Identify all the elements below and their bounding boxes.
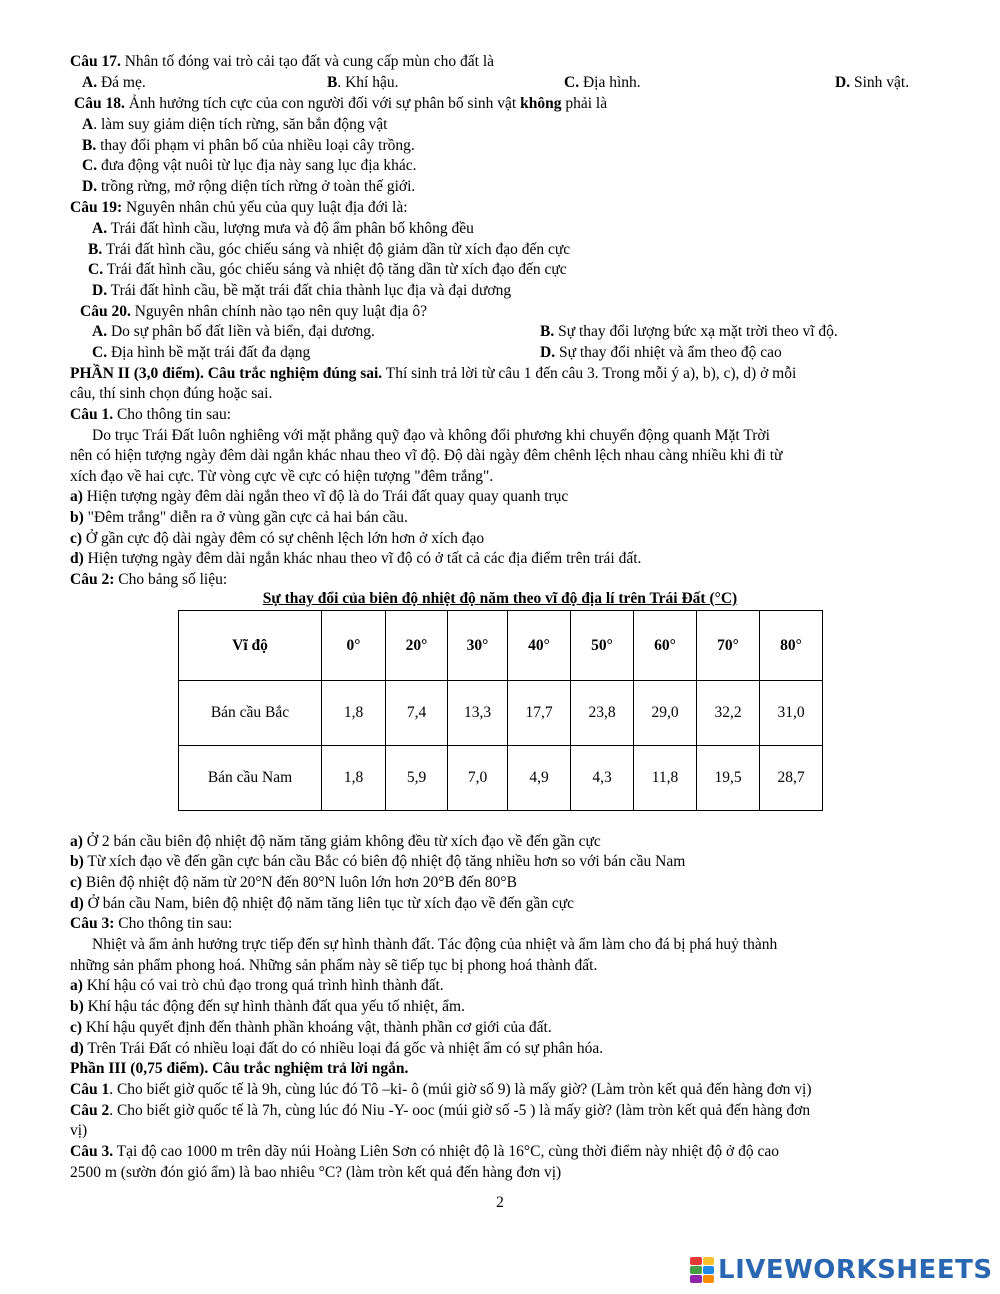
table-cell: 1,8: [322, 746, 386, 811]
table-header-cell: 30°: [448, 611, 508, 681]
part3-heading: Phần III (0,75 điểm). Câu trắc nghiệm trả lời ngắn.: [70, 1060, 409, 1077]
table-header-cell: 20°: [386, 611, 448, 681]
q18-option-b[interactable]: B. thay đổi phạm vi phân bố của nhiều loại cây trồng.: [82, 137, 415, 154]
table-header-cell: 80°: [760, 611, 823, 681]
liveworksheets-logo-icon: [690, 1257, 714, 1283]
q19-option-a[interactable]: A. Trái đất hình cầu, lượng mưa và độ ẩm phân bố không đều: [92, 220, 474, 237]
q20-option-b[interactable]: B. Sự thay đổi lượng bức xạ mặt trời theo vĩ độ.: [540, 323, 838, 340]
q20-option-c[interactable]: C. Địa hình bề mặt trái đất đa dạng: [92, 344, 311, 361]
q17-option-a[interactable]: A. Đá mẹ.: [82, 74, 146, 91]
p3q3-cont: 2500 m (sườn đón gió ẩm) là bao nhiêu °C? (làm tròn kết quả đến hàng đơn vị): [70, 1164, 562, 1181]
q19-stem: Câu 19: Nguyên nhân chủ yếu của quy luật địa đới là:: [70, 199, 408, 216]
liveworksheets-logo[interactable]: [690, 1255, 993, 1285]
p2q1-statement-d[interactable]: d) Hiện tượng ngày đêm dài ngắn khác nhau theo vĩ độ có ở tất cả các địa điểm trên trái đất.: [70, 550, 642, 567]
table-cell: 13,3: [448, 681, 508, 746]
table-header-row: [179, 611, 823, 681]
table-cell: 17,7: [508, 681, 571, 746]
p2q1-para-1: Do trục Trái Đất luôn nghiêng với mặt phẳng quỹ đạo và không đổi phương khi chuyển động quanh Mặt Trời: [92, 427, 770, 444]
table-cell: 29,0: [634, 681, 697, 746]
p2q3-statement-c[interactable]: c) Khí hậu quyết định đến thành phần khoáng vật, thành phần cơ giới của đất.: [70, 1019, 552, 1036]
table-cell: 5,9: [386, 746, 448, 811]
p2q3-statement-a[interactable]: a) Khí hậu có vai trò chủ đạo trong quá trình hình thành đất.: [70, 977, 444, 994]
table-cell: 4,3: [571, 746, 634, 811]
p2q3-stem: Câu 3: Cho thông tin sau:: [70, 915, 233, 932]
p3q1[interactable]: Câu 1. Cho biết giờ quốc tế là 9h, cùng lúc đó Tô –ki- ô (múi giờ số 9) là mấy giờ? (Làm tròn kết quả đến hàng đơn vị): [70, 1081, 812, 1098]
q17-option-b[interactable]: B. Khí hậu.: [327, 74, 399, 91]
part2-heading: PHẦN II (3,0 điểm). Câu trắc nghiệm đúng sai. Thí sinh trả lời từ câu 1 đến câu 3. Trong mỗi ý a), b), c), d) ở mỗi: [70, 365, 797, 382]
table-header-cell: 50°: [571, 611, 634, 681]
p2q1-statement-c[interactable]: c) Ở gần cực độ dài ngày đêm có sự chênh lệch lớn hơn ở xích đạo: [70, 530, 485, 547]
table-header-cell: 0°: [322, 611, 386, 681]
table-cell: 4,9: [508, 746, 571, 811]
table-cell: 11,8: [634, 746, 697, 811]
p2q2-stem: Câu 2: Cho bảng số liệu:: [70, 571, 228, 588]
table-cell: 32,2: [697, 681, 760, 746]
table-header-cell: 60°: [634, 611, 697, 681]
table-cell: Bán cầu Bắc: [179, 681, 322, 746]
p2q3-statement-b[interactable]: b) Khí hậu tác động đến sự hình thành đất qua yếu tố nhiệt, ẩm.: [70, 998, 465, 1015]
temperature-amplitude-table: [178, 610, 823, 811]
table-cell: 7,4: [386, 681, 448, 746]
q20-option-d[interactable]: D. Sự thay đổi nhiệt và ẩm theo độ cao: [540, 344, 782, 361]
q19-option-b[interactable]: B. Trái đất hình cầu, góc chiếu sáng và nhiệt độ giảm dần từ xích đạo đến cực: [88, 241, 571, 258]
table-cell: 7,0: [448, 746, 508, 811]
p2q2-statement-a[interactable]: a) Ở 2 bán cầu biên độ nhiệt độ năm tăng giảm không đều từ xích đạo về đến gần cực: [70, 833, 601, 850]
q17-stem: Câu 17. Nhân tố đóng vai trò cải tạo đất và cung cấp mùn cho đất là: [70, 53, 495, 70]
p2q3-statement-d[interactable]: d) Trên Trái Đất có nhiều loại đất do có nhiều loại đá gốc và nhiệt ẩm có sự phân hóa.: [70, 1040, 604, 1057]
q19-option-c[interactable]: C. Trái đất hình cầu, góc chiếu sáng và nhiệt độ tăng dần từ xích đạo đến cực: [88, 261, 567, 278]
q20-stem: Câu 20. Nguyên nhân chính nào tạo nên quy luật địa ô?: [80, 303, 427, 320]
table-header-cell: 70°: [697, 611, 760, 681]
table-row: [179, 746, 823, 811]
table-cell: 1,8: [322, 681, 386, 746]
q20-option-a[interactable]: A. Do sự phân bố đất liền và biển, đại dương.: [92, 323, 375, 340]
p2q2-statement-c[interactable]: c) Biên độ nhiệt độ năm từ 20°N đến 80°N luôn lớn hơn 20°B đến 80°B: [70, 874, 517, 891]
q17-option-c[interactable]: C. Địa hình.: [564, 74, 641, 91]
q18-stem: Câu 18. Ảnh hưởng tích cực của con người đối với sự phân bố sinh vật không phải là: [74, 95, 608, 112]
table-cell: 23,8: [571, 681, 634, 746]
q19-option-d[interactable]: D. Trái đất hình cầu, bề mặt trái đất chia thành lục địa và đại dương: [92, 282, 512, 299]
part2-heading-cont: câu, thí sinh chọn đúng hoặc sai.: [70, 385, 273, 402]
p2q3-para-2: những sản phẩm phong hoá. Những sản phẩm này sẽ tiếp tục bị phong hoá thành đất.: [70, 957, 598, 974]
p2q2-statement-d[interactable]: d) Ở bán cầu Nam, biên độ nhiệt độ năm tăng liên tục từ xích đạo về đến gần cực: [70, 895, 575, 912]
p3q2[interactable]: Câu 2. Cho biết giờ quốc tế là 7h, cùng lúc đó Niu -Y- ooc (múi giờ số -5 ) là mấy giờ? (làm tròn kết quả đến hàng đơn: [70, 1102, 811, 1119]
p2q3-para-1: Nhiệt và ẩm ảnh hưởng trực tiếp đến sự hình thành đất. Tác động của nhiệt và ẩm làm cho đá bị phá huỷ thành: [92, 936, 778, 953]
table-cell: 28,7: [760, 746, 823, 811]
p2q1-statement-a[interactable]: a) Hiện tượng ngày đêm dài ngắn theo vĩ độ là do Trái đất quay quay quanh trục: [70, 488, 569, 505]
table-cell: Bán cầu Nam: [179, 746, 322, 811]
q17-option-d[interactable]: D. Sinh vật.: [835, 74, 910, 91]
p2q1-stem: Câu 1. Cho thông tin sau:: [70, 406, 232, 423]
table-row: [179, 681, 823, 746]
p2q1-para-2: nên có hiện tượng ngày đêm dài ngắn khác nhau theo vĩ độ. Độ dài ngày đêm chênh lệch nhau càng nhiều khi đi từ: [70, 447, 783, 464]
liveworksheets-logo-text: LIVEWORKSHEETS: [718, 1255, 993, 1285]
p3q2-cont: vị): [70, 1122, 88, 1139]
table-cell: 31,0: [760, 681, 823, 746]
table-header-cell: 40°: [508, 611, 571, 681]
table-title: Sự thay đổi của biên độ nhiệt độ năm theo vĩ độ địa lí trên Trái Đất (°C): [262, 590, 738, 607]
p2q2-statement-b[interactable]: b) Từ xích đạo về đến gần cực bán cầu Bắc có biên độ nhiệt độ tăng nhiều hơn so với bán cầu Nam: [70, 853, 686, 870]
page-number: 2: [496, 1194, 504, 1211]
table-cell: 19,5: [697, 746, 760, 811]
table-header-cell: Vĩ độ: [179, 611, 322, 681]
q18-option-d[interactable]: D. trồng rừng, mở rộng diện tích rừng ở toàn thế giới.: [82, 178, 416, 195]
p3q3[interactable]: Câu 3. Tại độ cao 1000 m trên dãy núi Hoàng Liên Sơn có nhiệt độ là 16°C, cùng thời điểm này nhiệt độ ở độ cao: [70, 1143, 779, 1160]
p2q1-statement-b[interactable]: b) "Đêm trắng" diễn ra ở vùng gần cực cả hai bán cầu.: [70, 509, 408, 526]
q18-option-a[interactable]: A. làm suy giảm diện tích rừng, săn bắn động vật: [82, 116, 388, 133]
p2q1-para-3: xích đạo về hai cực. Từ vòng cực về cực có hiện tượng "đêm trắng".: [70, 468, 494, 485]
q18-option-c[interactable]: C. đưa động vật nuôi từ lục địa này sang lục địa khác.: [82, 157, 417, 174]
